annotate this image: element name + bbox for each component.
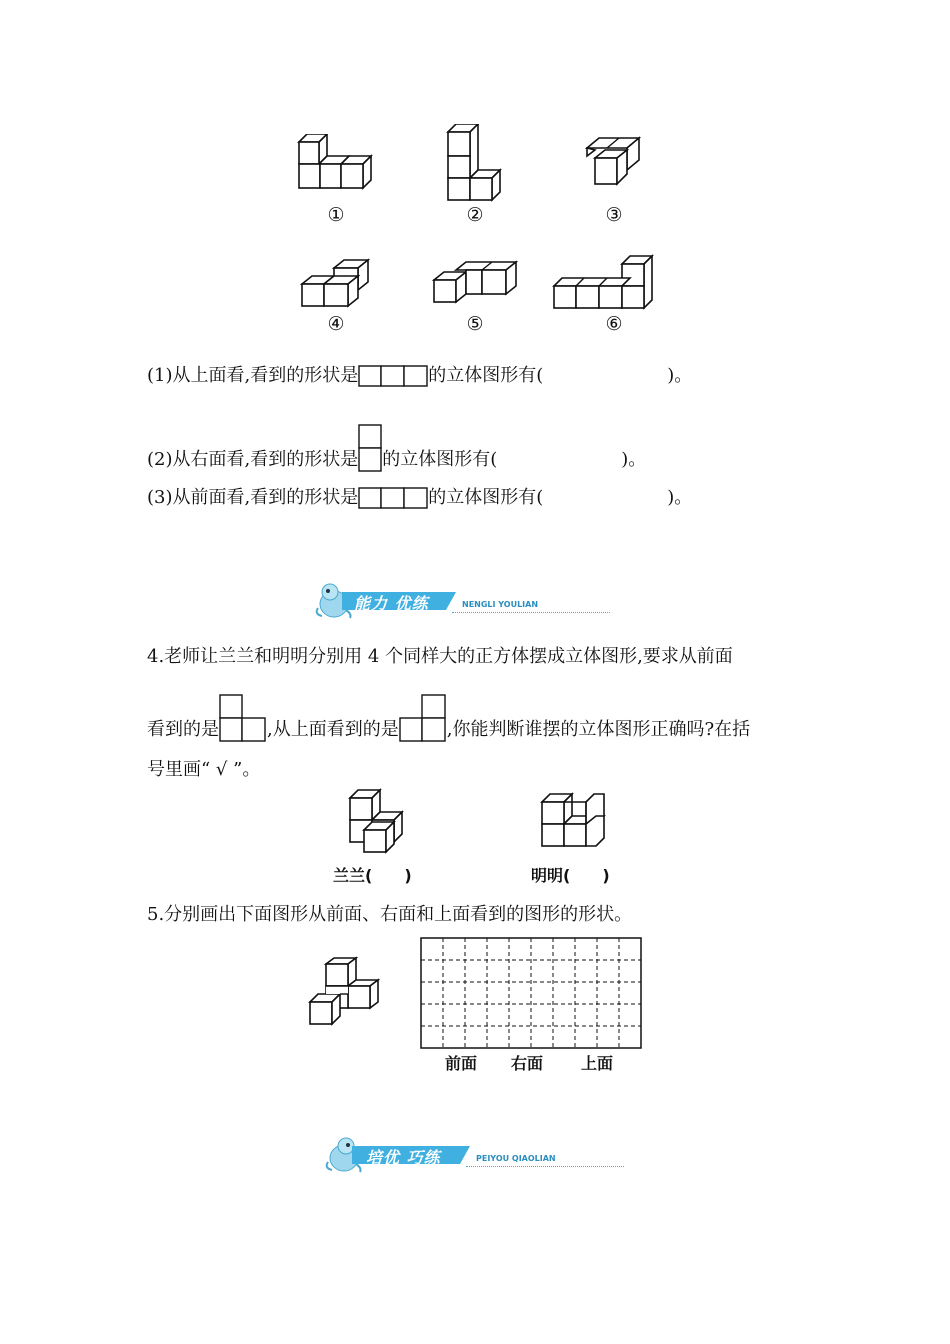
figure-6-cubes <box>552 254 658 312</box>
grid-label-top: 上面 <box>581 1054 614 1073</box>
banner-title: 培优 巧练 <box>366 1148 441 1167</box>
lanlan-cubes <box>346 788 406 854</box>
q3-part1-suffix: 的立体图形有( <box>428 365 544 386</box>
lanlan-label: 兰兰( <box>333 866 373 885</box>
section-banner-excellence <box>322 1134 628 1174</box>
q3-part2 <box>147 448 646 472</box>
q3-part2-close: )。 <box>621 449 647 470</box>
q3-part3 <box>147 486 692 510</box>
figure-5-cubes <box>430 260 522 306</box>
lanlan-answer <box>333 863 412 886</box>
q5-answer-grid[interactable] <box>420 937 642 1049</box>
figure-4-label: ④ <box>327 313 345 335</box>
q4-line2-part-b: ,从上面看到的是 <box>267 719 399 740</box>
grid-label-front: 前面 <box>445 1054 478 1073</box>
three-squares-row-icon <box>358 365 428 387</box>
q3-part3-close: )。 <box>667 487 693 508</box>
q3-part2-suffix: 的立体图形有( <box>382 449 498 470</box>
two-squares-column-icon <box>358 424 382 472</box>
banner-dotted-line <box>452 612 610 613</box>
figure-3-cubes <box>585 136 643 188</box>
q5-cubes <box>306 956 384 1030</box>
banner-dotted-line <box>466 1166 624 1167</box>
grid-label-right: 右面 <box>511 1054 544 1073</box>
q4-line2 <box>147 718 750 742</box>
top-view-shape-icon <box>399 694 447 742</box>
mingming-answer <box>531 863 610 886</box>
figure-3-label: ③ <box>605 204 623 226</box>
lanlan-close: ) <box>404 866 412 885</box>
figure-2-label: ② <box>466 204 484 226</box>
q3-part1-close: )。 <box>667 365 693 386</box>
q4-line2-part-a: 看到的是 <box>147 719 219 740</box>
q4-line2-part-c: ,你能判断谁摆的立体图形正确吗?在括 <box>446 719 751 740</box>
q5-text: 5.分别画出下面图形从前面、右面和上面看到的图形的形状。 <box>147 904 633 925</box>
q3-part2-prefix: (2)从右面看,看到的形状是 <box>147 449 359 470</box>
mingming-close: ) <box>602 866 610 885</box>
figure-6-label: ⑥ <box>605 313 623 335</box>
q3-part3-suffix: 的立体图形有( <box>428 487 544 508</box>
banner-title: 能力 优练 <box>354 594 429 613</box>
mingming-label: 明明( <box>531 866 571 885</box>
figure-2-cubes <box>445 124 505 202</box>
figure-4-cubes <box>298 258 374 310</box>
banner-subtitle: NENGLI YOULIAN <box>462 600 539 609</box>
three-squares-row-icon <box>358 487 428 509</box>
q3-part1 <box>147 364 692 388</box>
section-banner-ability <box>312 580 612 620</box>
mingming-cubes <box>540 792 608 848</box>
q4-line1: 4.老师让兰兰和明明分别用 4 个同样大的正方体摆成立体图形,要求从前面 <box>147 646 733 667</box>
q3-part1-prefix: (1)从上面看,看到的形状是 <box>147 365 359 386</box>
figure-5-label: ⑤ <box>466 313 484 335</box>
q3-part3-prefix: (3)从前面看,看到的形状是 <box>147 487 359 508</box>
banner-subtitle: PEIYOU QIAOLIAN <box>476 1154 556 1163</box>
figure-1-label: ① <box>327 204 345 226</box>
front-view-shape-icon <box>219 694 267 742</box>
figure-1-cubes <box>296 134 378 190</box>
q4-line3: 号里画“ √ ”。 <box>147 759 261 780</box>
